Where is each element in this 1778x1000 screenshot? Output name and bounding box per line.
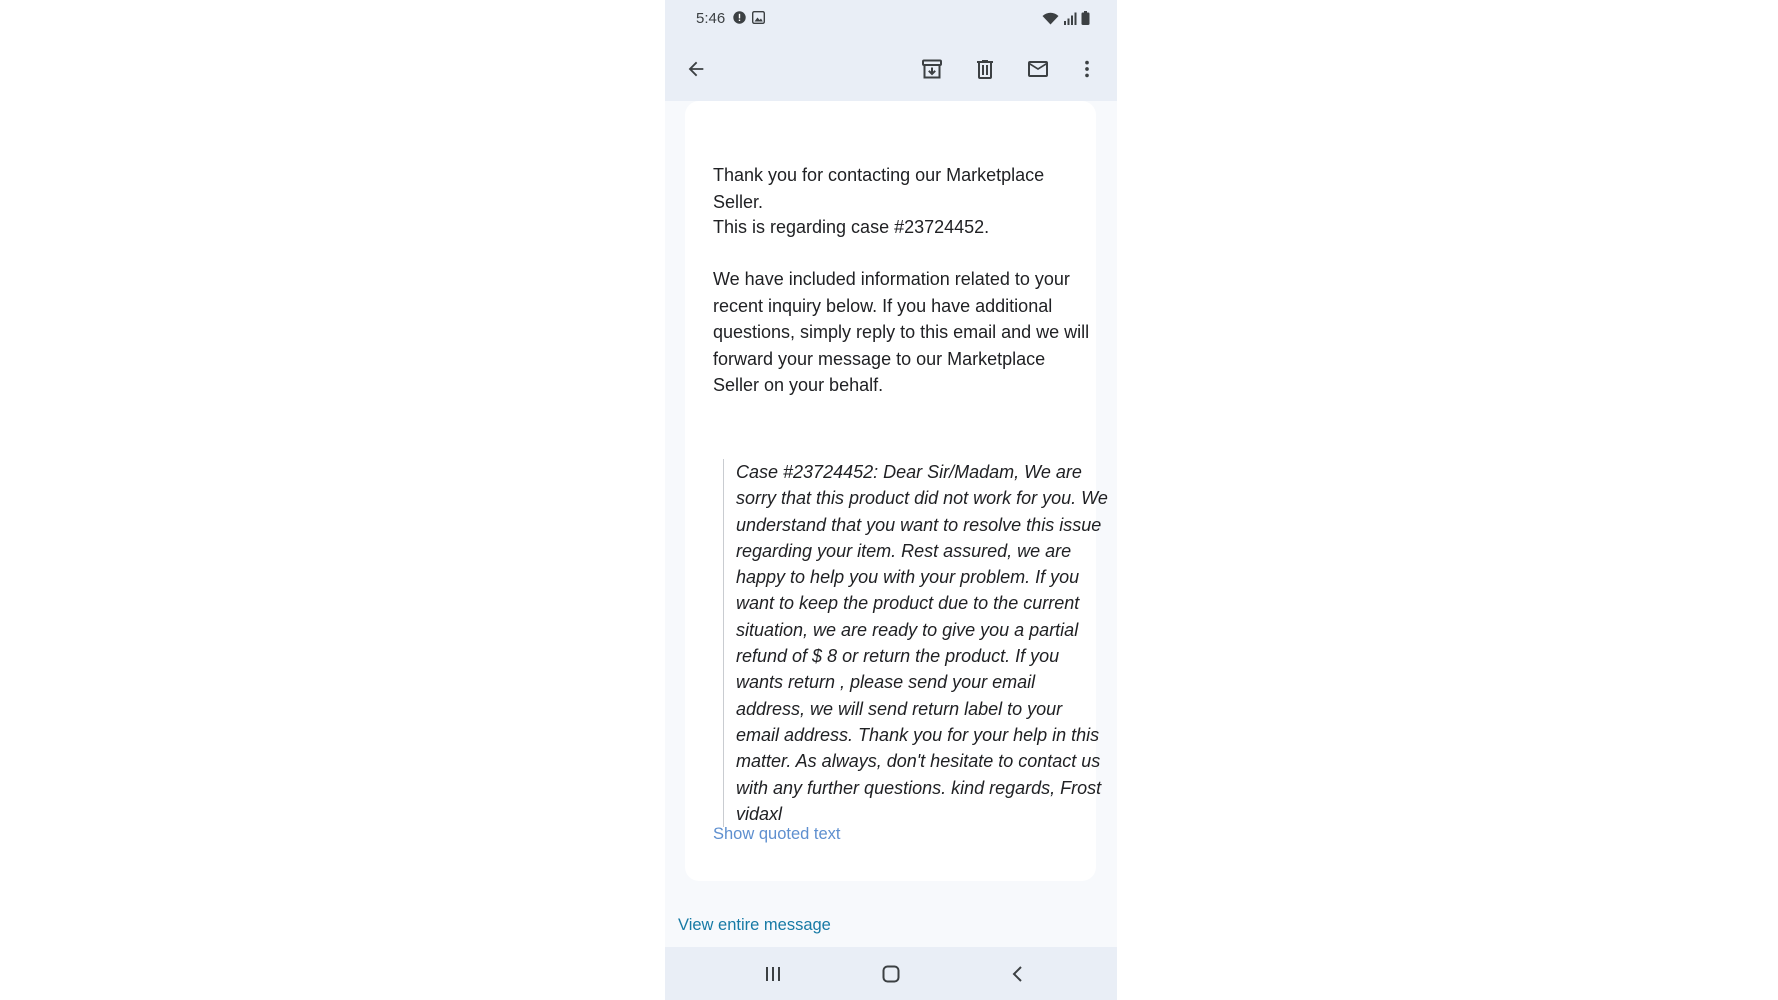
status-bar bbox=[665, 0, 1117, 38]
system-nav-bar bbox=[665, 947, 1117, 1000]
archive-icon[interactable] bbox=[915, 52, 949, 86]
nav-back-icon[interactable] bbox=[1005, 961, 1031, 987]
recent-apps-icon[interactable] bbox=[760, 961, 786, 987]
status-time: 5:46 bbox=[696, 10, 726, 27]
delete-icon[interactable] bbox=[968, 52, 1002, 86]
view-entire-message-link[interactable]: View entire message bbox=[678, 916, 831, 934]
home-icon[interactable] bbox=[878, 961, 904, 987]
battery-icon bbox=[1081, 11, 1090, 29]
signal-icon bbox=[1063, 12, 1077, 29]
show-quoted-text-link[interactable]: Show quoted text bbox=[713, 825, 841, 843]
quoted-message: Case #23724452: Dear Sir/Madam, We are sorry that this product did not work for you. We understand that you want to resolve this issue regarding your item. Rest assured, we are happy to help you with your problem. If you want to keep the product due to the current situation, we are ready to give you a partial refund of $ 8 or return the product. If you wants return , please send your email address, we will send return label to your email address. Thank you for your help in this matter. As always, don't hesitate to contact us with any further questions. kind regards, Frost vidaxl bbox=[723, 459, 1108, 827]
more-vert-icon[interactable] bbox=[1070, 52, 1104, 86]
email-paragraph: This is regarding case #23724452. bbox=[713, 217, 990, 237]
email-toolbar bbox=[665, 38, 1117, 101]
back-arrow-icon[interactable] bbox=[679, 52, 713, 86]
alert-icon bbox=[733, 11, 746, 28]
mark-unread-icon[interactable] bbox=[1021, 52, 1055, 86]
wifi-icon bbox=[1042, 12, 1059, 29]
phone-screen bbox=[665, 0, 1117, 1000]
image-icon bbox=[752, 11, 765, 28]
email-body-card bbox=[685, 101, 1108, 881]
email-paragraph: Thank you for contacting our Marketplace Seller. bbox=[713, 165, 1045, 212]
email-paragraph: We have included information related to your recent inquiry below. If you have additional questions, simply reply to this email and we will forward your message to our Marketplace Seller on your behalf. bbox=[713, 269, 1090, 395]
